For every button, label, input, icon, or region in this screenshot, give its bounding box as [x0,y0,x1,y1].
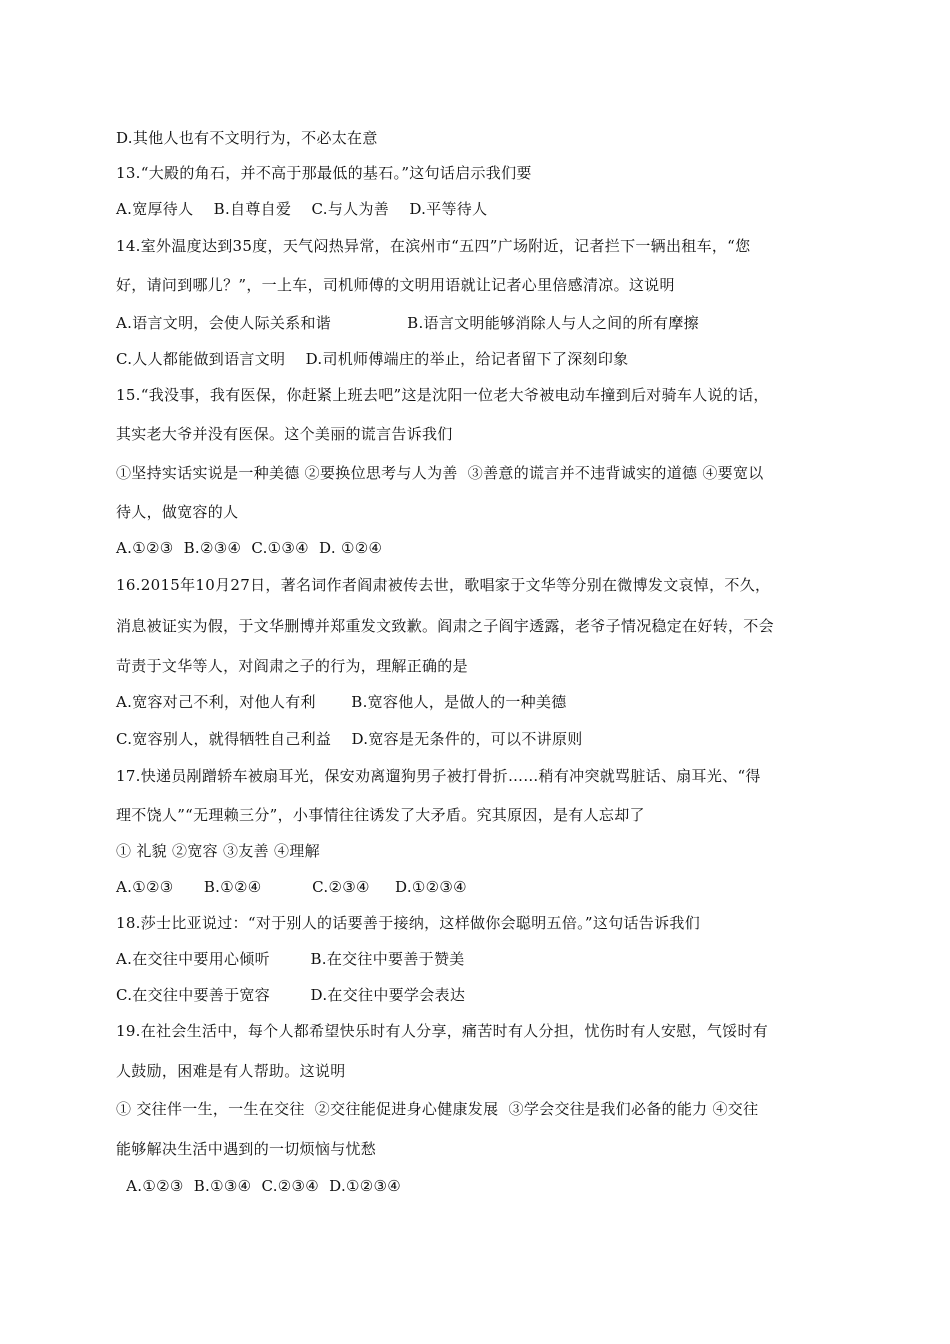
options-14-cd: C.人人都能做到语言文明 D.司机师傅端庄的举止，给记者留下了深刻印象 [116,350,629,368]
statements-15-line-1: ①坚持实话实说是一种美德 ②要换位思考与人为善 ③善意的谎言并不违背诚实的道德 ④要宽以 [116,464,764,482]
options-19: A.①②③ B.①③④ C.②③④ D.①②③④ [116,1177,402,1195]
question-17-line-1: 17.快递员剐蹭轿车被扇耳光，保安劝离遛狗男子被打骨折……稍有冲突就骂脏话、扇耳光、“得 [116,767,761,785]
question-16-line-3: 苛责于文华等人，对阎肃之子的行为，理解正确的是 [116,657,468,675]
options-16-cd: C.宽容别人，就得牺牲自己利益 D.宽容是无条件的，可以不讲原则 [116,730,583,748]
question-16-line-2: 消息被证实为假，于文华删博并郑重发文致歉。阎肃之子阎宇透露，老爷子情况稳定在好转，不会 [116,617,774,635]
options-18-cd: C.在交往中要善于宽容 D.在交往中要学会表达 [116,986,466,1004]
question-15-line-2: 其实老大爷并没有医保。这个美丽的谎言告诉我们 [116,425,453,443]
question-14-line-1: 14.室外温度达到35度，天气闷热异常，在滨州市“五四”广场附近，记者拦下一辆出租车，“您 [116,237,751,255]
question-19-line-1: 19.在社会生活中，每个人都希望快乐时有人分享，痛苦时有人分担，忧伤时有人安慰，气馁时有 [116,1022,769,1040]
options-14-ab: A.语言文明，会使人际关系和谐 B.语言文明能够消除人与人之间的所有摩擦 [116,314,699,332]
statements-19-line-1: ① 交往伴一生，一生在交往 ②交往能促进身心健康发展 ③学会交往是我们必备的能力 ④交往 [116,1100,759,1118]
question-14-line-2: 好，请问到哪儿？”，一上车，司机师傅的文明用语就让记者心里倍感清凉。这说明 [116,276,675,294]
options-16-ab: A.宽容对己不利，对他人有利 B.宽容他人，是做人的一种美德 [116,693,567,711]
statements-17: ① 礼貌 ②宽容 ③友善 ④理解 [116,842,320,860]
statements-15-line-2: 待人，做宽容的人 [116,503,239,521]
options-13: A.宽厚待人 B.自尊自爱 C.与人为善 D.平等待人 [116,200,488,218]
question-16-line-1: 16.2015年10月27日，著名词作者阎肃被传去世，歌唱家于文华等分别在微博发文哀悼，不久， [116,576,771,594]
question-15-line-1: 15.“我没事，我有医保，你赶紧上班去吧”这是沈阳一位老大爷被电动车撞到后对骑车人说的话， [116,386,769,404]
options-17: A.①②③ B.①②④ C.②③④ D.①②③④ [116,878,467,896]
question-19-line-2: 人鼓励，困难是有人帮助。这说明 [116,1062,346,1080]
question-18: 18.莎士比亚说过：“对于别人的话要善于接纳，这样做你会聪明五倍。”这句话告诉我们 [116,914,700,932]
statements-19-line-2: 能够解决生活中遇到的一切烦恼与忧愁 [116,1140,377,1158]
options-15: A.①②③ B.②③④ C.①③④ D. ①②④ [116,539,383,557]
question-17-line-2: 理不饶人”“无理赖三分”，小事情往往诱发了大矛盾。究其原因，是有人忘却了 [116,806,645,824]
options-18-ab: A.在交往中要用心倾听 B.在交往中要善于赞美 [116,950,465,968]
question-13: 13.“大殿的角石，并不高于那最低的基石。”这句话启示我们要 [116,164,532,182]
option-12d: D.其他人也有不文明行为，不必太在意 [116,129,378,147]
